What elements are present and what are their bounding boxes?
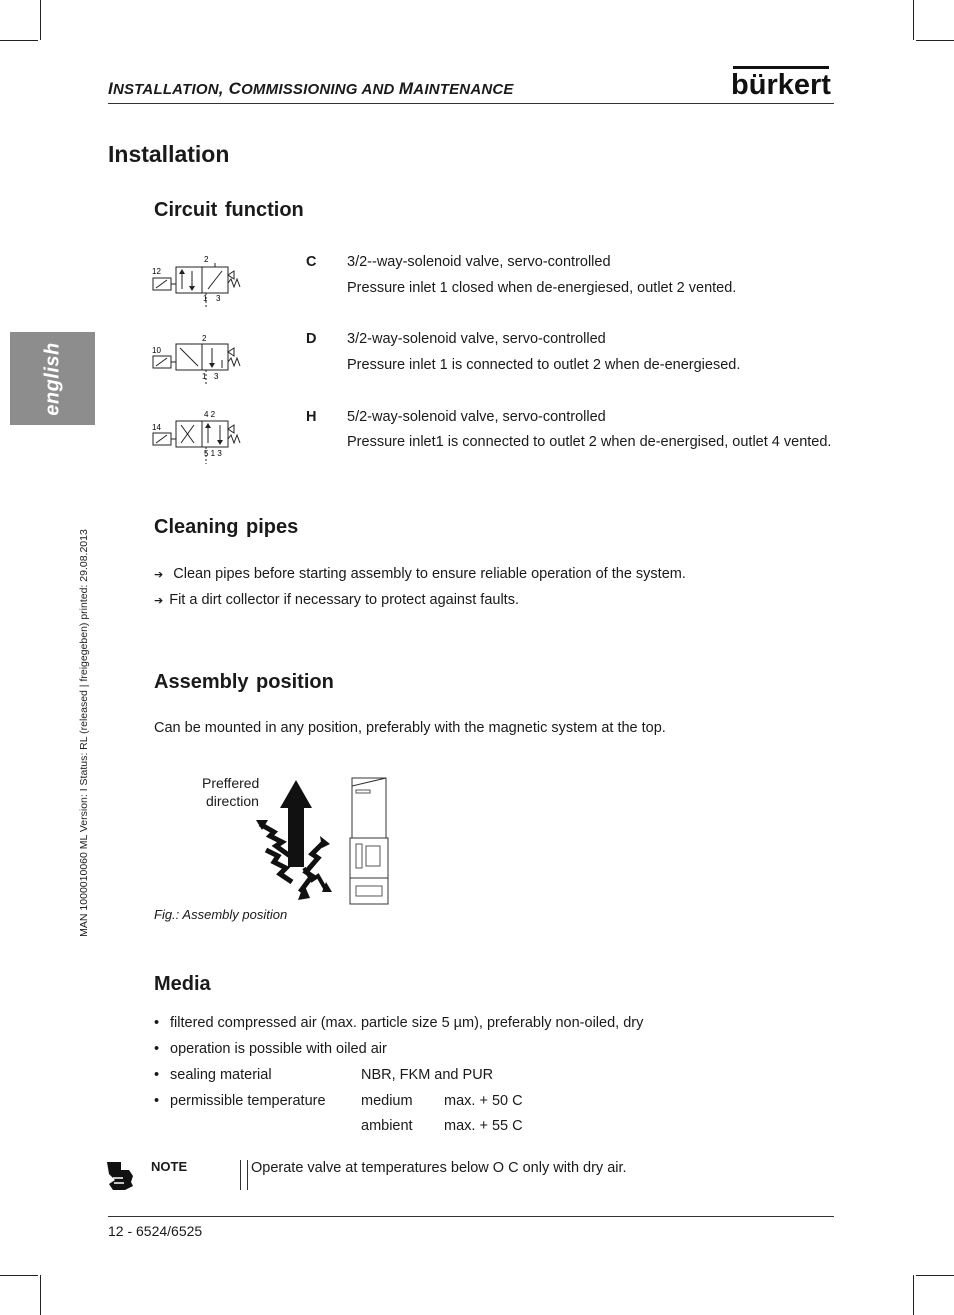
figure-label-preferred: Preffered — [202, 775, 260, 791]
circuit-d-desc: Pressure inlet 1 is connected to outlet 2 when de-energiesed. — [347, 357, 741, 373]
svg-text:5 1 3: 5 1 3 — [204, 449, 222, 458]
assembly-position-heading: Assembly position — [154, 671, 334, 693]
crop-mark — [40, 1275, 41, 1315]
svg-text:10: 10 — [152, 346, 161, 355]
svg-text:14: 14 — [152, 423, 161, 432]
temp-medium-label: medium — [361, 1093, 413, 1109]
note-label: NOTE — [151, 1159, 188, 1174]
circuit-h-title: 5/2-way-solenoid valve, servo-controlled — [347, 409, 606, 425]
svg-text:2: 2 — [204, 255, 209, 264]
figure-label-direction: direction — [206, 793, 259, 809]
header-rule — [108, 103, 834, 104]
cleaning-pipes-heading: Cleaning pipes — [154, 516, 299, 538]
bullet-icon: • — [154, 1015, 160, 1031]
svg-text:3: 3 — [214, 372, 219, 381]
svg-text:4 2: 4 2 — [204, 410, 216, 419]
note-text: Operate valve at temperatures below O C only with dry air. — [251, 1160, 627, 1176]
circuit-h-desc: Pressure inlet1 is connected to outlet 2 when de-energised, outlet 4 vented. — [347, 434, 832, 450]
bullet-icon: • — [154, 1067, 160, 1083]
circuit-c-letter: C — [306, 254, 317, 270]
valve-symbol-h — [150, 408, 246, 466]
language-tab: english — [10, 332, 95, 425]
burkert-logo — [727, 64, 835, 98]
note-divider — [240, 1160, 248, 1190]
sealing-label: sealing material — [170, 1067, 272, 1083]
cleaning-step: ➔ Clean pipes before starting assembly to ensure reliable operation of the system. — [154, 566, 686, 582]
bullet-icon: • — [154, 1093, 160, 1109]
arrow-right-icon: ➔ — [154, 595, 164, 607]
circuit-function-heading: Circuit function — [154, 199, 304, 221]
crop-mark — [40, 0, 41, 40]
svg-text:1: 1 — [202, 372, 207, 381]
page-number: 12 - 6524/6525 — [108, 1223, 203, 1239]
assembly-position-text: Can be mounted in any position, preferably with the magnetic system at the top. — [154, 720, 666, 736]
circuit-h-letter: H — [306, 409, 317, 425]
crop-mark — [0, 1275, 38, 1276]
footer-rule — [108, 1216, 834, 1217]
cleaning-step: ➔ Fit a dirt collector if necessary to protect against faults. — [154, 592, 519, 608]
temp-ambient-label: ambient — [361, 1118, 413, 1134]
crop-mark — [913, 0, 914, 40]
crop-mark — [0, 40, 38, 41]
temp-ambient-value: max. + 55 C — [444, 1118, 523, 1134]
figure-caption: Fig.: Assembly position — [154, 907, 288, 922]
document-meta: MAN 1000010060 ML Version: I Status: RL (released | freigegeben) printed: 29.08.2013 — [78, 529, 90, 937]
note-hand-icon — [105, 1160, 135, 1192]
crop-mark — [913, 1275, 914, 1315]
arrow-right-icon: ➔ — [154, 569, 164, 581]
header-title: INSTALLATION, COMMISSIONING AND MAINTENANCE — [108, 79, 514, 98]
temp-medium-value: max. + 50 C — [444, 1093, 523, 1109]
sealing-value: NBR, FKM and PUR — [361, 1067, 494, 1083]
svg-text:1: 1 — [203, 294, 208, 303]
media-item: filtered compressed air (max. particle size 5 µm), preferably non-oiled, dry — [170, 1015, 644, 1031]
valve-symbol-d — [150, 332, 246, 388]
temperature-label: permissible temperature — [170, 1093, 326, 1109]
media-item: operation is possible with oiled air — [170, 1041, 387, 1057]
crop-mark — [916, 40, 954, 41]
assembly-position-figure — [252, 772, 392, 907]
svg-text:3: 3 — [216, 294, 221, 303]
circuit-d-title: 3/2-way-solenoid valve, servo-controlled — [347, 331, 606, 347]
svg-text:bürkert: bürkert — [731, 69, 831, 98]
bullet-icon: • — [154, 1041, 160, 1057]
circuit-c-desc: Pressure inlet 1 closed when de-energiesed, outlet 2 vented. — [347, 280, 737, 296]
circuit-d-letter: D — [306, 331, 317, 347]
svg-text:12: 12 — [152, 267, 161, 276]
page-title: Installation — [108, 141, 230, 167]
valve-symbol-c — [150, 253, 246, 309]
circuit-c-title: 3/2--way-solenoid valve, servo-controlled — [347, 254, 611, 270]
svg-text:2: 2 — [202, 334, 207, 343]
crop-mark — [916, 1275, 954, 1276]
media-heading: Media — [154, 973, 211, 995]
